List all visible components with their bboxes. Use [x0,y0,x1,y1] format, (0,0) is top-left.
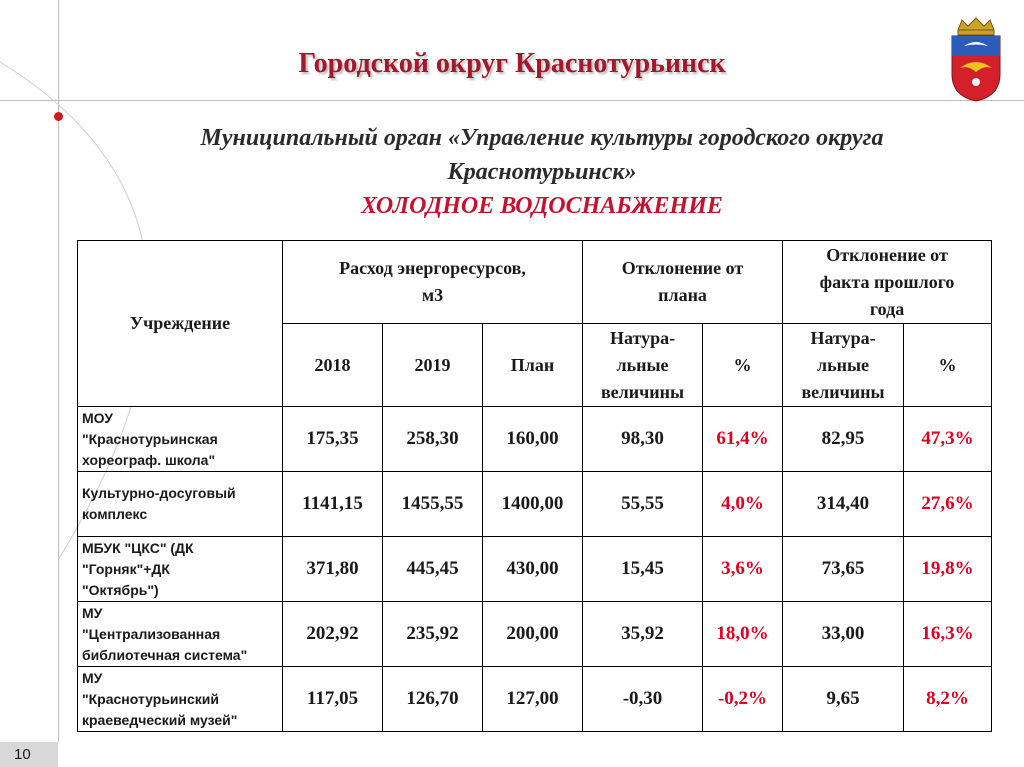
institution-name [78,667,283,732]
institution-name-line: МУ [82,604,103,621]
value-2018: 175,35 [283,407,383,472]
header-plan: План [483,324,583,407]
header-plan-natural-line-2: льные [616,354,669,375]
header-deviation-last-year-line-2: факта прошлого [819,271,955,292]
institution-name-line: библиотечная система" [82,646,248,663]
header-2019: 2019 [383,324,483,407]
deviation-plan-natural: -0,30 [583,667,703,732]
header-consumption-line-2: м3 [421,285,444,305]
value-2018: 202,92 [283,602,383,667]
deviation-plan-percent: 4,0% [703,472,783,537]
table-row [78,407,992,472]
value-plan: 1400,00 [483,472,583,537]
value-2019: 445,45 [383,537,483,602]
deviation-plan-percent: -0,2% [703,667,783,732]
deviation-fact-percent: 27,6% [904,472,992,537]
value-2018: 371,80 [283,537,383,602]
deviation-plan-percent: 61,4% [703,407,783,472]
institution-name-line: "Краснотурьинский [82,690,219,707]
header-deviation-plan-line-2: плана [658,285,707,305]
deviation-fact-natural: 9,65 [783,667,904,732]
value-2019: 126,70 [383,667,483,732]
deviation-fact-natural: 73,65 [783,537,904,602]
institution-name [78,407,283,472]
value-2018: 117,05 [283,667,383,732]
header-deviation-last-year [783,241,992,324]
header-fact-natural-line-3: величины [801,381,885,402]
institution-name-line: "Горняк"+ДК [82,560,170,577]
institution-name-line: МУ [82,669,103,686]
institution-name [78,472,283,537]
value-2018: 1141,15 [283,472,383,537]
header-deviation-plan-line-1: Отклонение от [621,258,744,278]
institution-name [78,537,283,602]
subtitle-line-2: Краснотурьинск» [447,159,637,185]
deviation-fact-percent: 19,8% [904,537,992,602]
institution-name-line: Культурно-досуговый [82,485,236,501]
institution-name-line: "Централизованная [82,625,221,642]
water-consumption-table [77,240,992,732]
decorative-dot [54,112,63,121]
table-row [78,472,992,537]
deviation-fact-percent: 8,2% [904,667,992,732]
deviation-plan-percent: 18,0% [703,602,783,667]
deviation-plan-percent: 3,6% [703,537,783,602]
institution-name-line: МБУК "ЦКС" (ДК [82,539,194,556]
header-fact-natural-line-2: льные [817,354,870,375]
table-row [78,602,992,667]
deviation-fact-percent: 47,3% [904,407,992,472]
institution-name-line: "Краснотурьинская [82,430,218,447]
header-fact-natural [783,324,904,407]
value-plan: 160,00 [483,407,583,472]
institution-name-line: МОУ [82,409,113,426]
deviation-fact-natural: 314,40 [783,472,904,537]
header-consumption-line-1: Расход энергоресурсов, [339,258,526,278]
header-consumption [283,241,583,324]
institution-name-line: хореограф. школа" [82,451,216,468]
page-number: 10 [0,742,58,767]
value-plan: 200,00 [483,602,583,667]
deviation-plan-natural: 35,92 [583,602,703,667]
value-plan: 127,00 [483,667,583,732]
table-row [78,667,992,732]
header-deviation-last-year-line-1: Отклонение от [826,244,948,265]
header-2018: 2018 [283,324,383,407]
institution-name-line: комплекс [82,506,148,522]
deviation-fact-natural: 82,95 [783,407,904,472]
header-fact-percent: % [904,324,992,407]
value-2019: 235,92 [383,602,483,667]
deviation-plan-natural: 55,55 [583,472,703,537]
institution-name [78,602,283,667]
city-coat-of-arms-icon [948,16,1004,102]
header-plan-natural [583,324,703,407]
page-title: Городской округ Краснотурьинск [298,48,726,79]
subtitle-line-1: Муниципальный орган «Управление культуры городского округа [200,125,884,151]
value-2019: 1455,55 [383,472,483,537]
header-deviation-last-year-line-3: года [869,298,905,319]
header-plan-natural-line-3: величины [600,381,685,402]
institution-name-line: краеведческий музей" [82,711,238,728]
value-plan: 430,00 [483,537,583,602]
table-row [78,537,992,602]
header-plan-natural-line-1: Натура- [609,327,676,348]
value-2019: 258,30 [383,407,483,472]
deviation-plan-natural: 98,30 [583,407,703,472]
subtitle [60,121,1024,223]
deviation-plan-natural: 15,45 [583,537,703,602]
header-institution: Учреждение [78,241,283,407]
header-deviation-plan [583,241,783,324]
header-fact-natural-line-1: Натура- [810,327,876,348]
institution-name-line: "Октябрь") [82,581,159,598]
section-heading: ХОЛОДНОЕ ВОДОСНАБЖЕНИЕ [361,193,723,219]
deviation-fact-percent: 16,3% [904,602,992,667]
deviation-fact-natural: 33,00 [783,602,904,667]
header-plan-percent: % [703,324,783,407]
